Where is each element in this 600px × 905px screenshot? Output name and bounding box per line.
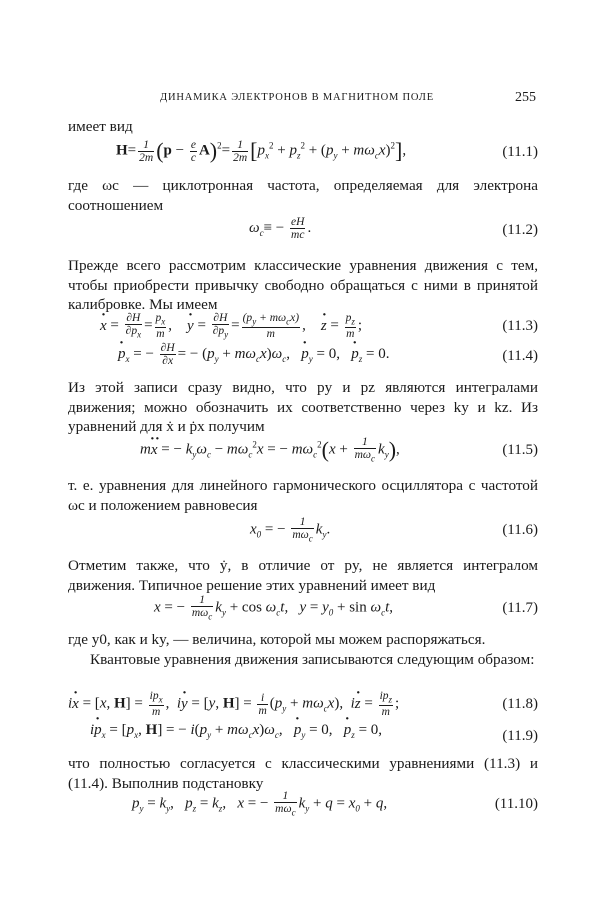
- paragraph-4: Из этой записи сразу видно, что py и pz являются интегралами движения; можно обозначить их соответственно через ky и kz. Из уравнений для ẋ и ṗx получим: [68, 379, 538, 435]
- equation-11-7: x = − $\frac{1}{m\omega_c}$ $k_y + \cos \omega_ct$, $y = y_0 + \sin \omega_ct$, (11.7): [154, 594, 538, 622]
- equation-11-5: m·· x = − $k_y\omega_c - m\omega_c^2x$ = − $m\omega_c^2(x$ + $\frac{1}{m\omega_c}$ $k_y$), (11.5): [68, 436, 538, 468]
- paragraph-6: Отметим также, что ẏ, в отличие от py, не является интегралом движения. Типичное решение этих уравнений имеет вид: [68, 557, 538, 594]
- equation-number: (11.9): [502, 728, 538, 744]
- equation-number: (11.5): [502, 442, 538, 458]
- equation-11-3: · x = $\frac{\partial H}{\partial p_x}$ = $\frac{p_x}{m}$ , · y = $\frac{\partial H}{\partial p_y}$ = $\frac{(p_y + m\omega_cx)}{m}$ , · z = $\frac{p_z}{m}$ ; (11.3): [68, 312, 538, 344]
- equation-11-10: $p_y = k_y$, $p_z = k_z$, x = − $\frac{1}{m\omega_c}$ $k_y + q = x_0 + q$, (11.10): [132, 790, 538, 818]
- equation-number: (11.7): [502, 600, 538, 616]
- paragraph-5: т. е. уравнения для линейного гармонического осциллятора с частотой ωc и положением равновесия: [68, 477, 538, 514]
- equation-number: (11.6): [502, 522, 538, 538]
- equation-number: (11.1): [502, 144, 538, 160]
- equation-11-2: $\omega_c\equiv$ − $\frac{eH}{mc}$ . (11.2): [249, 216, 538, 241]
- running-header: ДИНАМИКА ЭЛЕКТРОНОВ В МАГНИТНОМ ПОЛЕ: [160, 92, 434, 103]
- equation-11-6: $x_0$ = − $\frac{1}{m\omega_c}$ $k_y$. (11.6): [250, 516, 538, 544]
- equation-number: (11.4): [502, 348, 538, 364]
- equation-number: (11.2): [502, 222, 538, 238]
- paragraph-9: что полностью согласуется с классическими уравнениями (11.3) и (11.4). Выполнив подстановку: [68, 755, 538, 792]
- equation-number: (11.3): [502, 318, 538, 334]
- equation-11-4: · $p_x$ = − $\frac{\partial H}{\partial x}$ = − $(p_y + m\omega_cx)\omega_c$, · $p_y = 0$, · $p_z = 0$. (11.4): [68, 342, 538, 374]
- paragraph-7: где y0, как и ky, — величина, которой мы можем распоряжаться.: [68, 631, 486, 648]
- equation-11-9: $i\cdot p_x = [p_x$, H] = − $i(p_y + m\omega_cx)\omega_c$, · $p_y = 0$, · $p_z = 0$, (11.9): [68, 722, 538, 754]
- paragraph-2: где ωc — циклотронная частота, определяемая для электрона соотношением: [68, 177, 538, 214]
- equation-11-1: H= $\frac{1}{2m}$ (p − $\frac{e}{c}$ A)$^2$= $\frac{1}{2m}$ $[p_x^2 + p_z^2 + (p_y + m\omega_cx)^2]$, (11.1): [116, 138, 538, 164]
- paragraph-1: имеет вид: [68, 118, 133, 135]
- equation-number: (11.8): [502, 696, 538, 712]
- paragraph-3: Прежде всего рассмотрим классические уравнения движения с тем, чтобы приобрести привычку свободно обращаться с ними в принятой калибровке. Мы имеем: [68, 257, 538, 313]
- equation-11-8: i· x = [x, H] = $\frac{ip_x}{m}$ , i· y = [y, H] = $\frac{i}{m}$ $(p_y + m\omega_cx)$, i· z = $\frac{ip_z}{m}$ ; (11.8): [68, 690, 538, 722]
- equation-number: (11.10): [494, 796, 538, 812]
- page-number: 255: [515, 90, 536, 105]
- paragraph-8: Квантовые уравнения движения записываются следующим образом:: [90, 651, 535, 668]
